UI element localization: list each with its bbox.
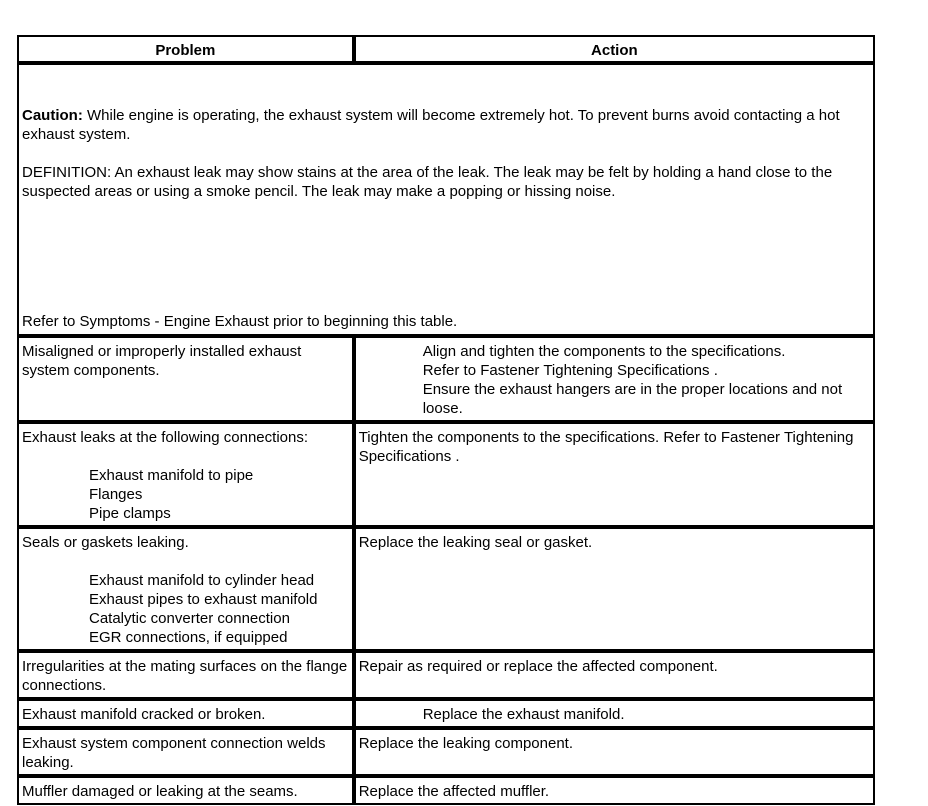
caution-text: While engine is operating, the exhaust system will become extremely hot. To prevent burns avoid contacting a hot exhaust system.: [22, 107, 840, 143]
table-row: [17, 728, 875, 776]
definition-paragraph: DEFINITION: An exhaust leak may show stains at the area of the leak. The leak may be felt by holding a hand close to the suspected areas or using a smoke pencil. The leak may make a popping or hissing noise.: [22, 164, 833, 200]
problem-text: Exhaust leaks at the following connections:: [22, 429, 309, 446]
list-item: Exhaust manifold to pipe: [89, 467, 254, 484]
problem-cell: Exhaust system component connection welds leaking.: [17, 728, 354, 776]
intro-row: [17, 63, 875, 336]
header-row: [17, 35, 875, 63]
table-row: [17, 776, 875, 805]
table-row: [17, 699, 875, 728]
table-row: [17, 336, 875, 422]
list-item: Pipe clamps: [89, 505, 171, 522]
table-row: [17, 527, 875, 651]
action-cell: Replace the leaking seal or gasket.: [354, 527, 875, 651]
table-row: [17, 651, 875, 699]
action-line: Align and tighten the components to the specifications.: [422, 343, 786, 360]
problem-cell: Exhaust manifold cracked or broken.: [17, 699, 354, 728]
refer-paragraph: Refer to Symptoms - Engine Exhaust prior to beginning this table.: [22, 313, 458, 330]
action-cell: Replace the affected muffler.: [354, 776, 875, 805]
action-cell: Tighten the components to the specifications. Refer to Fastener Tightening Specifications .: [354, 422, 875, 527]
problem-cell: [17, 422, 354, 527]
action-cell: [354, 336, 875, 422]
action-line: Refer to Fastener Tightening Specifications .: [422, 362, 718, 379]
problem-text: Seals or gaskets leaking.: [22, 534, 189, 551]
problem-cell: Muffler damaged or leaking at the seams.: [17, 776, 354, 805]
action-cell: Replace the leaking component.: [354, 728, 875, 776]
action-column-header: Action: [354, 35, 875, 63]
subitem-list: [22, 571, 349, 647]
problem-cell: [17, 527, 354, 651]
problem-cell: Misaligned or improperly installed exhaust system components.: [17, 336, 354, 422]
problem-column-header: Problem: [17, 35, 354, 63]
list-item: EGR connections, if equipped: [89, 629, 288, 646]
list-item: Catalytic converter connection: [89, 610, 290, 627]
caution-label: Caution:: [22, 107, 83, 124]
list-item: Flanges: [89, 486, 143, 503]
action-cell: Repair as required or replace the affected component.: [354, 651, 875, 699]
subitem-list: [22, 466, 349, 523]
intro-note: [17, 63, 875, 336]
problem-cell: Irregularities at the mating surfaces on the flange connections.: [17, 651, 354, 699]
diagnostic-table-frame: [17, 35, 875, 805]
list-item: Exhaust pipes to exhaust manifold: [89, 591, 318, 608]
list-item: Exhaust manifold to cylinder head: [89, 572, 315, 589]
table-row: [17, 422, 875, 527]
diagnostic-table: [17, 35, 875, 805]
action-cell: Replace the exhaust manifold.: [354, 699, 875, 728]
caution-paragraph: [22, 106, 870, 144]
action-line: Ensure the exhaust hangers are in the proper locations and not loose.: [422, 381, 843, 417]
